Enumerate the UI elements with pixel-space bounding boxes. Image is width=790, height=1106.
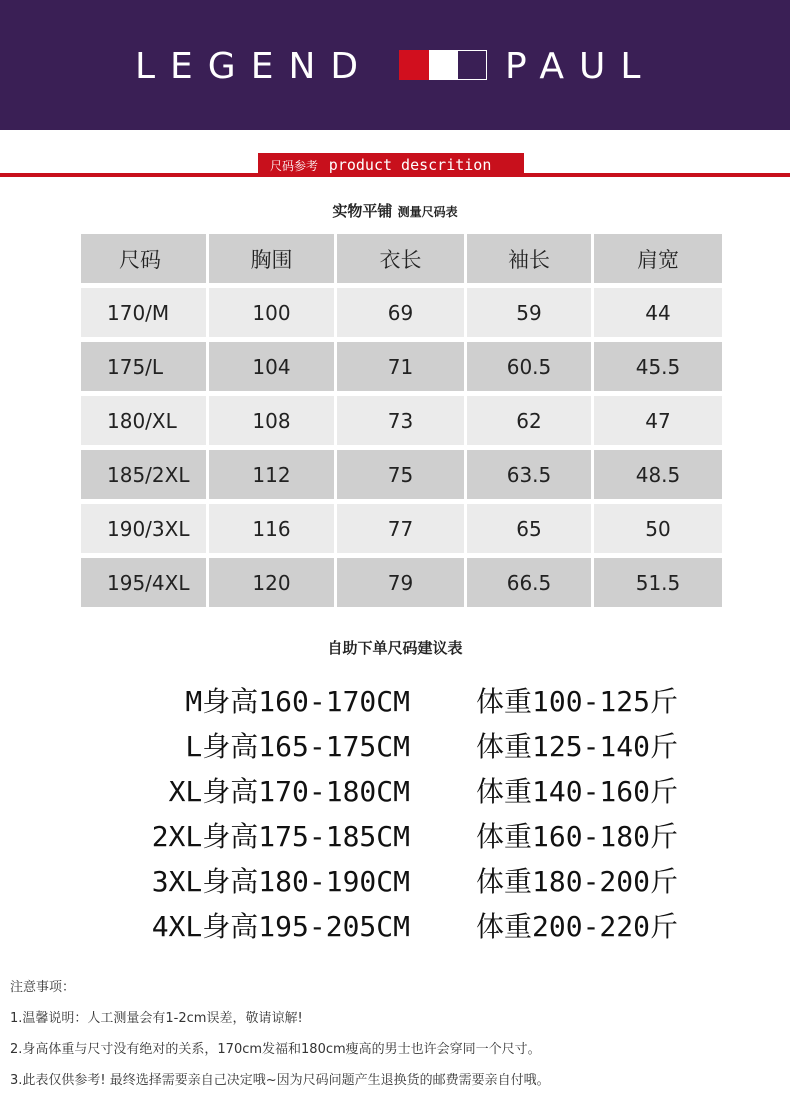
cell-sleeve: 59 [467, 288, 591, 337]
header-sleeve: 袖长 [467, 234, 591, 283]
cell-size: 195/4XL [81, 558, 206, 607]
cell-length: 77 [337, 504, 464, 553]
header-length: 衣长 [337, 234, 464, 283]
list-item [0, 860, 790, 905]
table-row [81, 342, 722, 391]
recommend-weight: 体重100-125斤 [476, 685, 679, 718]
size-table-title [0, 200, 790, 221]
table-row [81, 450, 722, 499]
cell-chest: 112 [209, 450, 334, 499]
recommend-height: L身高165-175CM [185, 730, 410, 763]
header-size: 尺码 [81, 234, 206, 283]
flag-red-block [399, 50, 429, 80]
recommend-height: M身高160-170CM [185, 685, 410, 718]
cell-shoulder: 45.5 [594, 342, 722, 391]
recommend-list [0, 680, 790, 950]
cell-chest: 108 [209, 396, 334, 445]
flag-white-block [429, 50, 457, 80]
cell-chest: 116 [209, 504, 334, 553]
note-item: 1.温馨说明：人工测量会有1-2cm误差，敬请谅解! [10, 1011, 303, 1026]
header-shoulder: 肩宽 [594, 234, 722, 283]
list-item [0, 680, 790, 725]
recommend-height: 4XL身高195-205CM [151, 910, 410, 943]
recommend-height: XL身高170-180CM [168, 775, 410, 808]
notes-section [10, 978, 550, 1102]
cell-size: 175/L [81, 342, 206, 391]
cell-length: 69 [337, 288, 464, 337]
cell-shoulder: 48.5 [594, 450, 722, 499]
recommend-title: 自助下单尺码建议表 [327, 639, 463, 657]
cell-size: 180/XL [81, 396, 206, 445]
cell-chest: 120 [209, 558, 334, 607]
brand-name-left: LEGEND [135, 46, 374, 87]
notes-title: 注意事项： [10, 980, 76, 995]
brand-flag-logo [399, 50, 487, 80]
recommend-height: 3XL身高180-190CM [151, 865, 410, 898]
table-row [81, 504, 722, 553]
size-table-title-main: 实物平铺 [332, 202, 393, 220]
cell-sleeve: 63.5 [467, 450, 591, 499]
recommend-weight: 体重125-140斤 [476, 730, 679, 763]
cell-length: 79 [337, 558, 464, 607]
cell-sleeve: 60.5 [467, 342, 591, 391]
size-table [78, 229, 725, 612]
section-tab-cn: 尺码参考 [270, 159, 319, 173]
table-row [81, 396, 722, 445]
table-row [81, 558, 722, 607]
list-item [0, 770, 790, 815]
section-tab [258, 153, 524, 177]
cell-size: 170/M [81, 288, 206, 337]
recommend-weight: 体重180-200斤 [476, 865, 679, 898]
cell-sleeve: 66.5 [467, 558, 591, 607]
brand-header [0, 0, 790, 130]
list-item [0, 725, 790, 770]
cell-chest: 100 [209, 288, 334, 337]
list-item [0, 815, 790, 860]
cell-shoulder: 50 [594, 504, 722, 553]
brand-name-right: PAUL [505, 46, 656, 87]
header-chest: 胸围 [209, 234, 334, 283]
cell-length: 75 [337, 450, 464, 499]
size-table-header-row [81, 234, 722, 283]
list-item [0, 905, 790, 950]
cell-shoulder: 51.5 [594, 558, 722, 607]
recommend-height: 2XL身高175-185CM [151, 820, 410, 853]
section-tab-en: product descrition [328, 156, 492, 174]
flag-purple-block [457, 50, 487, 80]
cell-length: 71 [337, 342, 464, 391]
size-table-title-small: 测量尺码表 [397, 205, 458, 219]
cell-sleeve: 62 [467, 396, 591, 445]
recommend-weight: 体重160-180斤 [476, 820, 679, 853]
cell-size: 185/2XL [81, 450, 206, 499]
note-item: 2.身高体重与尺寸没有绝对的关系，170cm发福和180cm瘦高的男士也许会穿同一个尺寸。 [10, 1042, 541, 1057]
cell-shoulder: 47 [594, 396, 722, 445]
note-item: 3.此表仅供参考! 最终选择需要亲自己决定哦~因为尺码问题产生退换货的邮费需要亲自付哦。 [10, 1073, 550, 1088]
cell-sleeve: 65 [467, 504, 591, 553]
cell-shoulder: 44 [594, 288, 722, 337]
table-row [81, 288, 722, 337]
cell-chest: 104 [209, 342, 334, 391]
recommend-weight: 体重200-220斤 [476, 910, 679, 943]
recommend-weight: 体重140-160斤 [476, 775, 679, 808]
cell-size: 190/3XL [81, 504, 206, 553]
cell-length: 73 [337, 396, 464, 445]
